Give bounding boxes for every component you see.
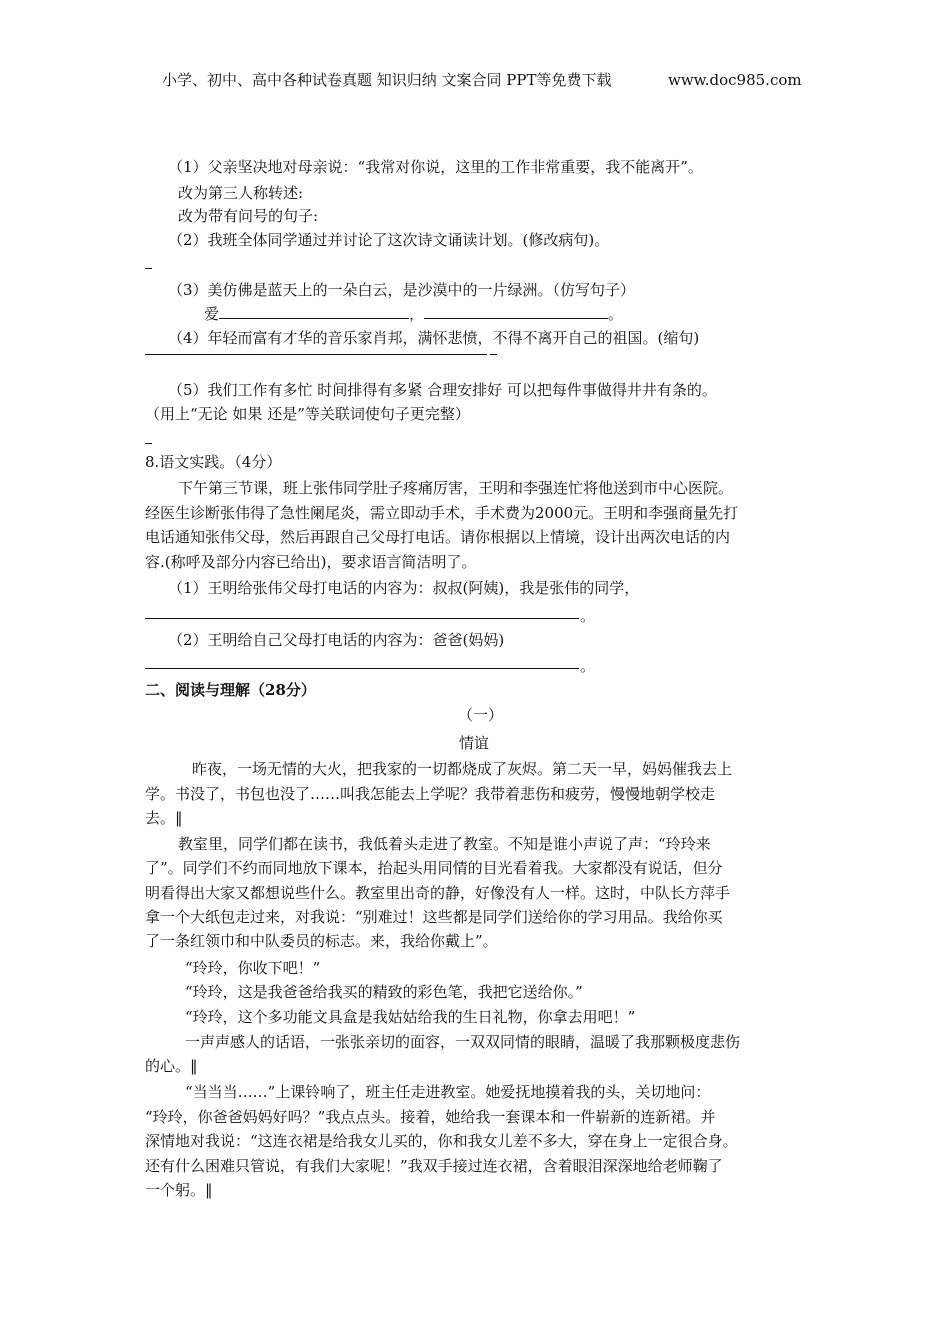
q7-item-3-answer-line [204,304,623,324]
passage-line: 一声声感人的话语，一张张亲切的面容，一双双同情的眼睛，温暖了我那颗极度悲伤 [185,1033,741,1051]
answer-line[interactable] [145,618,579,619]
q8-title: 8.语文实践。（4分） [145,453,282,471]
passage-line: “玲玲，这个多功能文具盒是我姑姑给我的生日礼物，你拿去用吧！” [185,1008,636,1026]
q8-call-1: （1）王明给张伟父母打电话的内容为：叔叔(阿姨)，我是张伟的同学， [168,579,640,597]
q7-item-1: （1）父亲坚决地对母亲说：“我常对你说，这里的工作非常重要，我不能离开”。 [168,158,703,176]
q7-item-2: （2）我班全体同学通过并讨论了这次诗文诵读计划。(修改病句)。 [168,231,610,249]
q7-item-4: （4）年轻而富有才华的音乐家肖邦，满怀悲愤，不得不离开自己的祖国。(缩句) [168,329,700,347]
passage-line: 一个躬。‖ [145,1181,213,1199]
q7-item-5: （5）我们工作有多忙 时间排得有多紧 合理安排好 可以把每件事做得井井有条的。 [168,381,717,399]
q7-item-3-lead-word: 爱 [204,305,220,323]
passage-line: 的心。‖ [145,1057,198,1075]
passage-line: “玲玲，这是我爸爸给我买的精致的彩色笔，我把它送给你。” [185,983,583,1001]
passage-line: “玲玲，你收下吧！” [185,959,321,977]
answer-mark [145,268,152,269]
passage-line: 学。书没了，书包也没了……叫我怎能去上学呢？我带着悲伤和疲劳，慢慢地朝学校走 [145,785,716,803]
q8-call-2: （2）王明给自己父母打电话的内容为：爸爸(妈妈) [168,631,505,649]
answer-line[interactable] [145,668,579,669]
passage-line: “玲玲，你爸爸妈妈好吗？”我点点头。接着，她给我一套课本和一件崭新的连新裙。并 [145,1108,716,1126]
answer-blank[interactable] [219,304,409,319]
answer-mark [490,354,497,355]
q7-item-3: （3）美仿佛是蓝天上的一朵白云，是沙漠中的一片绿洲。（仿写句子） [168,281,636,299]
passage-title: 情谊 [459,734,490,752]
passage-line: 明看得出大家又都想说些什么。教室里出奇的静，好像没有人一样。这时，中队长方萍手 [145,884,731,902]
passage-line: 深情地对我说：“这连衣裙是给我女儿买的，你和我女儿差不多大，穿在身上一定很合身。 [145,1132,738,1150]
period: 。 [580,657,596,675]
passage-line: 教室里，同学们都在读书，我低着头走进了教室。不知是谁小声说了声：“玲玲来 [178,835,711,853]
passage-line: 还有什么困难只管说，有我们大家呢！”我双手接过连衣裙，含着眼泪深深地给老师鞠了 [145,1157,723,1175]
passage-line: 昨夜，一场无情的大火，把我家的一切都烧成了灰烬。第二天一早，妈妈催我去上 [192,760,733,778]
q7-item-1-task-b: 改为带有问号的句子: [178,207,319,225]
q7-item-1-task-a: 改为第三人称转述: [178,184,304,202]
q8-paragraph-line: 电话通知张伟父母，然后再跟自己父母打电话。请你根据以上情境，设计出两次电话的内 [145,528,731,546]
period: 。 [580,607,596,625]
passage-line: 拿一个大纸包走过来，对我说：“别难过！这些都是同学们送给你的学习用品。我给你买 [145,908,723,926]
q8-paragraph-line: 容.(称呼及部分内容已给出)，要求语言简洁明了。 [145,553,477,571]
section-heading: 二、阅读与理解（28分） [145,681,316,699]
period: 。 [608,305,624,323]
site-header-text: 小学、初中、高中各种试卷真题 知识归纳 文案合同 PPT等免费下载 [162,71,612,89]
answer-mark [145,443,152,444]
q8-paragraph-line: 下午第三节课，班上张伟同学肚子疼痛厉害，王明和李强连忙将他送到市中心医院。 [178,479,734,497]
answer-line[interactable] [145,354,487,355]
answer-blank[interactable] [424,304,608,319]
comma: ， [409,305,425,323]
passage-line: 了一条红领巾和中队委员的标志。来，我给你戴上”。 [145,932,498,950]
q8-paragraph-line: 经医生诊断张伟得了急性阑尾炎，需立即动手术，手术费为2000元。王明和李强商量先打 [145,504,739,522]
passage-line: 了”。同学们不约而同地放下课本，抬起头用同情的目光看着我。大家都没有说话，但分 [145,859,723,877]
passage-line: “当当当……”上课铃响了，班主任走进教室。她爱抚地摸着我的头，关切地问： [185,1083,711,1101]
site-header-url: www.doc985.com [668,71,802,89]
q7-item-5-instruction: （用上“无论 如果 还是”等关联词使句子更完整） [145,405,470,423]
passage-line: 去。‖ [145,809,183,827]
passage-number: （一） [458,706,504,724]
